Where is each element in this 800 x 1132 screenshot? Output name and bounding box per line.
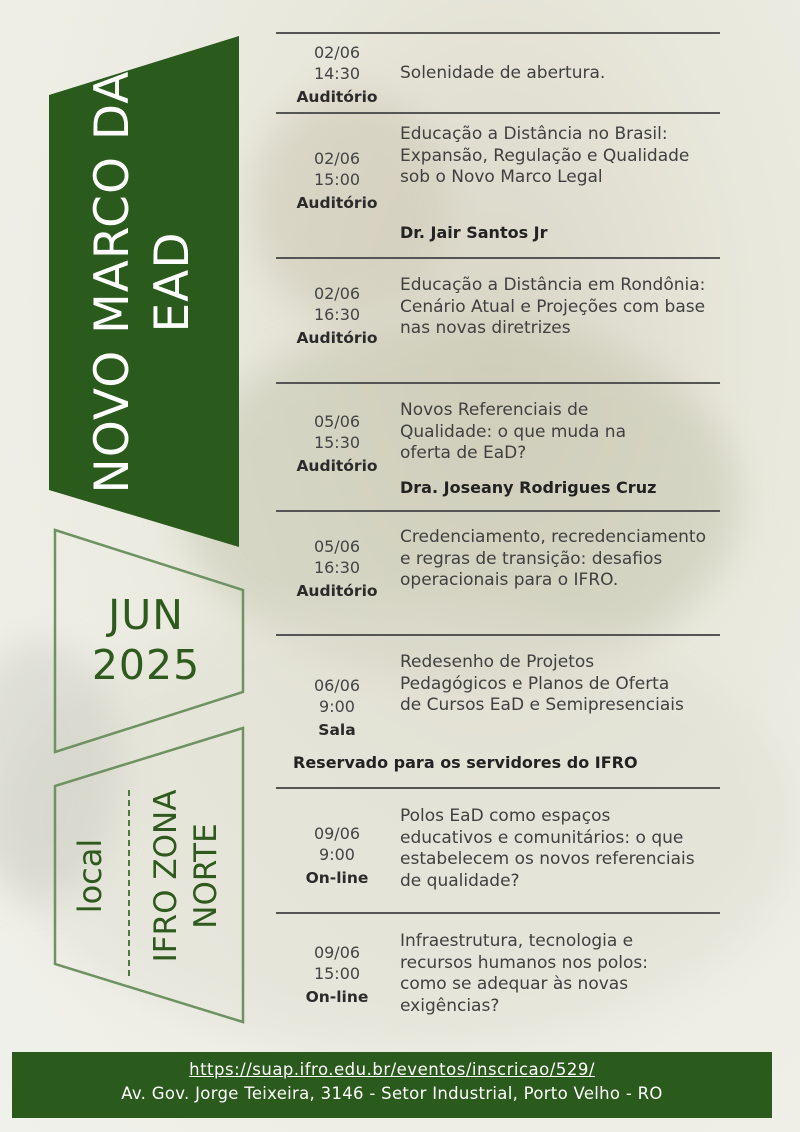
schedule-when bbox=[282, 411, 392, 477]
schedule-time: 9:00 bbox=[319, 697, 355, 716]
schedule-topic: Infraestrutura, tecnologia e recursos humanos nos polos: como se adequar às novas exigências? bbox=[400, 931, 649, 1016]
schedule-when bbox=[282, 536, 392, 602]
schedule-time: 9:00 bbox=[319, 845, 355, 864]
schedule-when bbox=[282, 942, 392, 1008]
schedule-room: Auditório bbox=[296, 194, 378, 212]
schedule-speaker: Dra. Joseany Rodrigues Cruz bbox=[400, 478, 657, 497]
schedule-divider bbox=[276, 112, 720, 114]
schedule-divider bbox=[276, 382, 720, 384]
schedule-time: 14:30 bbox=[313, 64, 361, 83]
schedule-when bbox=[282, 823, 392, 889]
footer-banner bbox=[12, 1052, 772, 1118]
schedule-date: 02/06 bbox=[313, 284, 361, 303]
event-month: JUN bbox=[108, 591, 184, 639]
schedule-topic: Polos EaD como espaços educativos e comunitários: o que estabelecem os novos referenciais de qualidade? bbox=[400, 806, 695, 891]
schedule-room: Auditório bbox=[296, 329, 378, 347]
schedule-when bbox=[282, 148, 392, 214]
schedule-date: 09/06 bbox=[313, 824, 361, 843]
schedule-time: 15:30 bbox=[313, 433, 361, 452]
schedule-note: Reservado para os servidores do IFRO bbox=[293, 753, 638, 772]
schedule-topic: Educação a Distância em Rondônia: Cenário Atual e Projeções com base nas novas diretrizes bbox=[400, 275, 706, 338]
schedule-when bbox=[282, 675, 392, 741]
schedule-room: Auditório bbox=[296, 582, 378, 600]
schedule-room: Auditório bbox=[296, 88, 378, 106]
schedule-divider bbox=[276, 32, 720, 34]
schedule-topic: Redesenho de Projetos Pedagógicos e Planos de Oferta de Cursos EaD e Semipresenciais bbox=[400, 652, 684, 715]
schedule-when bbox=[282, 283, 392, 349]
location-divider bbox=[128, 790, 130, 976]
schedule-topic: Solenidade de abertura. bbox=[400, 63, 606, 83]
schedule-date: 05/06 bbox=[313, 537, 361, 556]
schedule-speaker: Dr. Jair Santos Jr bbox=[400, 223, 548, 242]
schedule-date: 09/06 bbox=[313, 943, 361, 962]
schedule-date: 05/06 bbox=[313, 412, 361, 431]
schedule-divider bbox=[276, 912, 720, 914]
event-address: Av. Gov. Jorge Teixeira, 3146 - Setor Industrial, Porto Velho - RO bbox=[121, 1084, 663, 1103]
schedule-room: On-line bbox=[305, 869, 369, 887]
schedule-divider bbox=[276, 787, 720, 789]
location-label: local bbox=[71, 838, 109, 914]
location-name: IFRO ZONA NORTE bbox=[148, 789, 224, 963]
schedule-room: On-line bbox=[305, 988, 369, 1006]
schedule-divider bbox=[276, 257, 720, 259]
schedule-date: 06/06 bbox=[313, 676, 361, 695]
schedule-divider bbox=[276, 634, 720, 636]
registration-link[interactable]: https://suap.ifro.edu.br/eventos/inscricao/529/ bbox=[189, 1060, 595, 1079]
schedule-time: 15:00 bbox=[313, 964, 361, 983]
event-year: 2025 bbox=[91, 641, 201, 689]
event-title: NOVO MARCO DA EAD bbox=[85, 70, 200, 494]
schedule-topic: Educação a Distância no Brasil: Expansão, Regulação e Qualidade sob o Novo Marco Legal bbox=[400, 124, 690, 187]
schedule-date: 02/06 bbox=[313, 43, 361, 62]
schedule-time: 15:00 bbox=[313, 170, 361, 189]
schedule-date: 02/06 bbox=[313, 149, 361, 168]
schedule-when bbox=[282, 42, 392, 108]
schedule-room: Auditório bbox=[296, 457, 378, 475]
schedule-room: Sala bbox=[318, 721, 356, 739]
schedule-topic: Novos Referenciais de Qualidade: o que muda na oferta de EaD? bbox=[400, 400, 626, 463]
schedule-topic: Credenciamento, recredenciamento e regras de transição: desafios operacionais para o IFRO. bbox=[400, 527, 706, 590]
schedule-time: 16:30 bbox=[313, 305, 361, 324]
schedule-divider bbox=[276, 510, 720, 512]
schedule-time: 16:30 bbox=[313, 558, 361, 577]
